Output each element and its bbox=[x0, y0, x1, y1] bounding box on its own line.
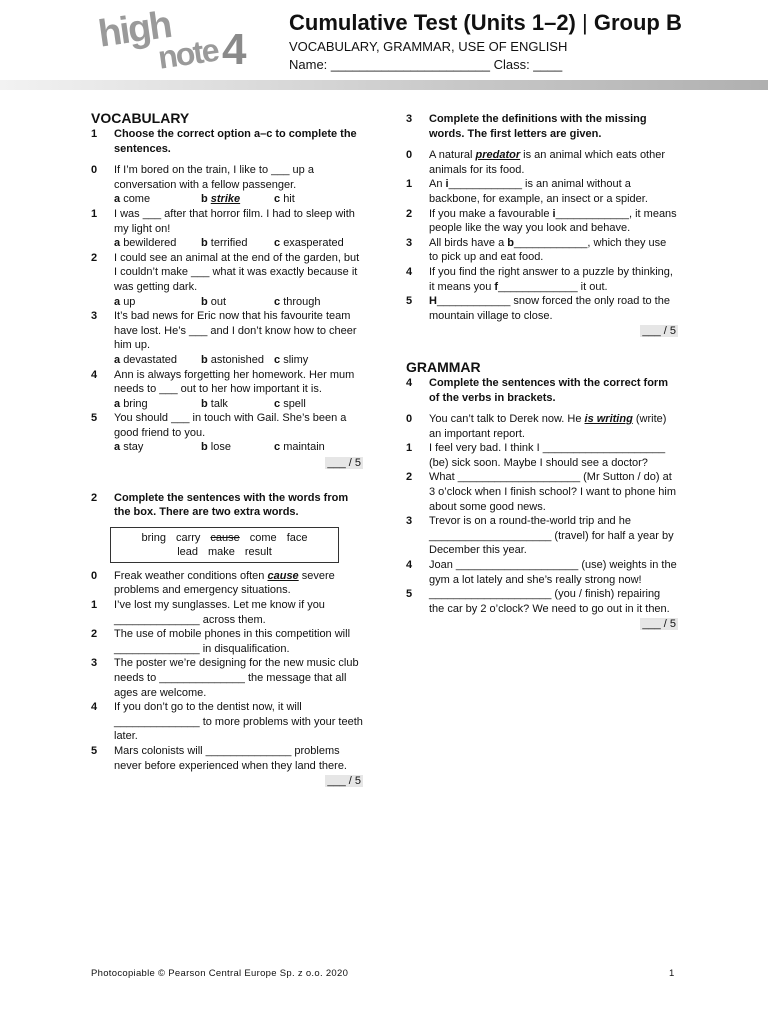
example-answer: is writing bbox=[584, 413, 633, 426]
name-class-line: Name: ______________________ Class: ____ bbox=[289, 57, 563, 72]
question-number: 1 bbox=[91, 207, 98, 220]
question-text: Freak weather conditions often cause severe problems and emergency situations. bbox=[114, 569, 335, 597]
option-a: a stay bbox=[114, 441, 144, 454]
answer-options bbox=[114, 353, 363, 368]
question-text: All birds have a b____________, which they use to pick up and eat food. bbox=[429, 236, 667, 264]
option-c: c hit bbox=[274, 193, 295, 206]
question-text: H____________ snow forced the only road to the mountain village to close. bbox=[429, 295, 670, 322]
question-item bbox=[91, 163, 363, 207]
box-word: face bbox=[286, 531, 308, 544]
exercise-1-score: ___ / 5 bbox=[327, 457, 361, 470]
high-note-logo bbox=[95, 3, 256, 80]
first-letter: i bbox=[445, 178, 449, 191]
question-item bbox=[91, 656, 363, 700]
question-text: What ____________________ (Mr Sutton / do) at 3 o’clock when I finish school? I want to phone him about some good news. bbox=[429, 471, 677, 513]
question-item bbox=[406, 441, 678, 470]
question-text: Ann is always forgetting her homework. Her mum needs to ___ out to her how important it is. bbox=[114, 368, 355, 396]
question-number: 1 bbox=[91, 599, 98, 612]
page-subtitle: VOCABULARY, GRAMMAR, USE OF ENGLISH bbox=[289, 39, 568, 54]
question-item bbox=[91, 598, 363, 627]
section-heading-grammar: GRAMMAR bbox=[406, 358, 481, 375]
box-word: result bbox=[244, 545, 272, 558]
word-box bbox=[110, 527, 339, 563]
example-answer: cause bbox=[267, 569, 299, 582]
question-item bbox=[406, 294, 678, 323]
question-text: You should ___ in touch with Gail. She’s been a good friend to you. bbox=[114, 412, 347, 439]
exercise-2-score: ___ / 5 bbox=[327, 775, 361, 788]
logo-number: 4 bbox=[222, 25, 247, 74]
question-item bbox=[406, 177, 678, 206]
right-column bbox=[406, 112, 678, 632]
question-item bbox=[406, 148, 678, 177]
question-item bbox=[91, 700, 363, 744]
question-item bbox=[406, 236, 678, 265]
question-text: ____________________ (you / finish) repairing the car by 2 o’clock? We need to go out in it then. bbox=[429, 588, 670, 615]
option-b: b astonished bbox=[201, 353, 264, 366]
example-answer: predator bbox=[475, 149, 521, 162]
question-text: Joan ____________________ (use) weights in the gym a lot lately and she’s really strong now! bbox=[429, 559, 677, 586]
question-item bbox=[406, 412, 678, 441]
question-number: 5 bbox=[91, 744, 98, 757]
question-number: 0 bbox=[406, 413, 413, 426]
box-word: make bbox=[207, 545, 235, 558]
option-b: b terrified bbox=[201, 237, 248, 250]
option-c: c exasperated bbox=[274, 237, 344, 250]
box-word: come bbox=[249, 531, 277, 544]
page-title: Cumulative Test (Units 1–2) | Group B bbox=[289, 10, 682, 35]
option-b: b lose bbox=[201, 441, 231, 454]
question-item bbox=[91, 744, 363, 773]
box-word: cause bbox=[210, 531, 240, 544]
option-c: c slimy bbox=[274, 353, 309, 366]
box-word: bring bbox=[141, 531, 166, 544]
question-text: If you don’t go to the dentist now, it will ______________ to more problems with your teeth later. bbox=[114, 701, 363, 743]
question-text: I was ___ after that horror film. I had to sleep with my light on! bbox=[114, 207, 355, 235]
question-text: Trevor is on a round-the-world trip and he ____________________ (travel) for half a year by December this year. bbox=[429, 515, 674, 557]
question-number: 3 bbox=[91, 310, 98, 323]
left-column bbox=[91, 110, 363, 789]
question-item bbox=[406, 265, 678, 294]
question-number: 0 bbox=[91, 569, 98, 582]
question-item bbox=[406, 514, 678, 558]
question-number: 4 bbox=[91, 701, 98, 714]
question-number: 1 bbox=[406, 178, 413, 191]
question-number: 1 bbox=[406, 442, 413, 455]
option-a: a bewildered bbox=[114, 237, 177, 250]
page-number: 1 bbox=[669, 968, 675, 979]
question-item bbox=[91, 251, 363, 309]
section-heading-vocabulary: VOCABULARY bbox=[91, 110, 190, 126]
question-item bbox=[406, 470, 678, 514]
question-text: I feel very bad. I think I ____________________ (be) sick soon. Maybe I should see a doctor? bbox=[429, 442, 666, 469]
exercise-3-score: ___ / 5 bbox=[642, 325, 676, 338]
answer-options bbox=[114, 295, 363, 310]
question-number: 3 bbox=[406, 236, 413, 249]
first-letter: i bbox=[552, 207, 556, 220]
question-item bbox=[91, 207, 363, 251]
question-number: 2 bbox=[406, 207, 413, 220]
first-letter: f bbox=[494, 280, 499, 293]
question-number: 2 bbox=[406, 471, 413, 484]
question-item bbox=[91, 309, 363, 367]
question-number: 4 bbox=[406, 265, 413, 278]
logo-word-note: note bbox=[155, 31, 220, 76]
box-word: carry bbox=[175, 531, 201, 544]
question-item bbox=[91, 627, 363, 656]
first-letter: H bbox=[429, 295, 437, 308]
question-number: 2 bbox=[91, 628, 98, 641]
question-text: You can’t talk to Derek now. He is writing (write) an important report. bbox=[429, 413, 667, 440]
question-number: 3 bbox=[91, 657, 98, 670]
question-item bbox=[406, 587, 678, 616]
exercise-4-score: ___ / 5 bbox=[642, 618, 676, 631]
question-text: The poster we’re designing for the new music club needs to ______________ the message that all ages are welcome. bbox=[114, 657, 359, 699]
question-text: I could see an animal at the end of the garden, but I couldn’t make ___ what it was exactly because it was getting dark. bbox=[114, 251, 360, 293]
option-a: a devastated bbox=[114, 353, 178, 366]
exercise-1-instruction: 1 Choose the correct option a–c to complete the sentences. bbox=[91, 128, 357, 155]
option-b: b out bbox=[201, 295, 227, 308]
exercise-3-instruction: 3 Complete the definitions with the missing words. The first letters are given. bbox=[406, 113, 647, 140]
exercise-2-instruction: 2 Complete the sentences with the words from the box. There are two extra words. bbox=[91, 491, 349, 519]
option-b: b strike bbox=[201, 193, 241, 206]
answer-options bbox=[114, 397, 363, 412]
option-c: c spell bbox=[274, 397, 306, 410]
answer-options bbox=[114, 440, 363, 455]
question-number: 4 bbox=[91, 368, 98, 381]
option-c: c maintain bbox=[274, 441, 325, 454]
question-text: It’s bad news for Eric now that his favourite team have lost. He’s ___ and I don’t know how to cheer him up. bbox=[114, 310, 357, 352]
option-a: a bring bbox=[114, 397, 148, 410]
header-band bbox=[0, 80, 768, 90]
question-text: Mars colonists will ______________ problems never before experienced when they land there. bbox=[114, 744, 347, 772]
question-text: A natural predator is an animal which eats other animals for its food. bbox=[429, 149, 666, 176]
question-number: 0 bbox=[406, 149, 413, 162]
question-text: The use of mobile phones in this competition will ______________ in disqualification. bbox=[114, 628, 351, 655]
question-item bbox=[406, 207, 678, 236]
question-number: 4 bbox=[406, 559, 413, 572]
answer-options bbox=[114, 236, 363, 251]
question-text: If I’m bored on the train, I like to ___ up a conversation with a fellow passenger. bbox=[114, 164, 314, 191]
option-a: a come bbox=[114, 193, 151, 206]
question-item bbox=[91, 569, 363, 598]
footer-copyright: Photocopiable © Pearson Central Europe Sp. z o.o. 2020 bbox=[91, 968, 349, 979]
exercise-4-instruction: 4 Complete the sentences with the correct form of the verbs in brackets. bbox=[406, 376, 668, 404]
question-number: 2 bbox=[91, 251, 98, 264]
question-text: I’ve lost my sunglasses. Let me know if you ______________ across them. bbox=[114, 599, 325, 626]
box-word: lead bbox=[177, 545, 198, 558]
option-a: a up bbox=[114, 295, 136, 308]
first-letter: b bbox=[507, 236, 514, 249]
question-text: If you find the right answer to a puzzle by thinking, it means you f_____________ it out. bbox=[429, 265, 673, 293]
question-item bbox=[406, 558, 678, 587]
question-item bbox=[91, 411, 363, 455]
logo-word-high: high bbox=[95, 3, 174, 56]
question-text: An i____________ is an animal without a backbone, for example, an insect or a spider. bbox=[429, 178, 648, 205]
option-c: c through bbox=[274, 295, 321, 308]
question-number: 0 bbox=[91, 164, 98, 177]
question-number: 5 bbox=[91, 412, 98, 425]
question-item bbox=[91, 368, 363, 412]
question-number: 5 bbox=[406, 588, 413, 601]
question-number: 3 bbox=[406, 515, 413, 528]
answer-options bbox=[114, 192, 363, 207]
question-number: 5 bbox=[406, 295, 413, 308]
question-text: If you make a favourable i____________, it means people like the way you look and behave. bbox=[429, 207, 677, 235]
option-b: b talk bbox=[201, 397, 228, 410]
